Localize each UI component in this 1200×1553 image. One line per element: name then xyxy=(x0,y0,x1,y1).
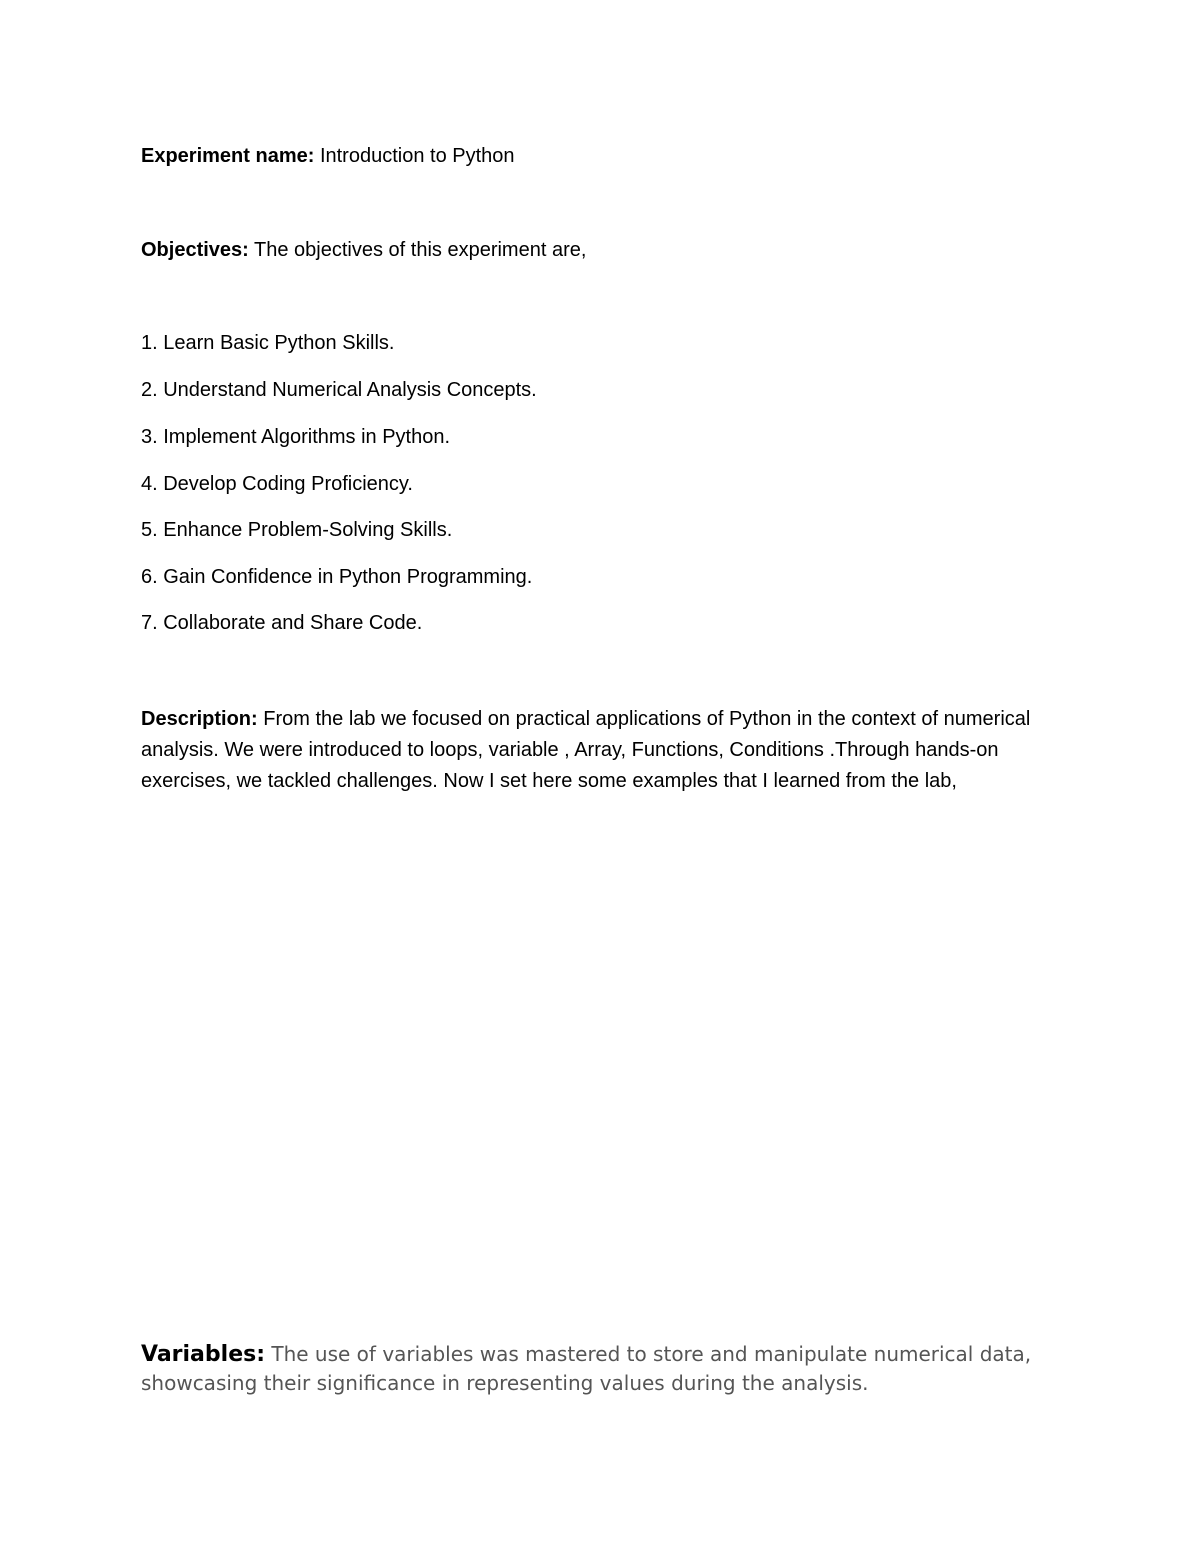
variables-label: Variables: xyxy=(141,1342,266,1367)
objective-item: 4. Develop Coding Proficiency. xyxy=(141,473,413,495)
objective-item: 7. Collaborate and Share Code. xyxy=(141,612,423,634)
description-paragraph xyxy=(141,704,1056,797)
variables-paragraph xyxy=(141,1340,1056,1397)
objectives-label: Objectives: xyxy=(141,239,249,261)
objective-item: 6. Gain Confidence in Python Programming. xyxy=(141,566,533,588)
objective-item: 3. Implement Algorithms in Python. xyxy=(141,426,451,448)
objective-item: 2. Understand Numerical Analysis Concepts. xyxy=(141,379,537,401)
experiment-name-line xyxy=(141,144,515,168)
variables-text: The use of variables was mastered to store and manipulate numerical data, showcasing their significance in representing values during the analysis. xyxy=(141,1342,1032,1395)
experiment-name-value: Introduction to Python xyxy=(314,145,515,167)
objectives-intro: The objectives of this experiment are, xyxy=(248,239,587,261)
objective-item: 1. Learn Basic Python Skills. xyxy=(141,332,395,354)
objective-item: 5. Enhance Problem-Solving Skills. xyxy=(141,519,453,541)
objectives-line xyxy=(141,238,586,262)
experiment-name-label: Experiment name: xyxy=(141,145,315,167)
description-label: Description: xyxy=(141,708,258,730)
description-text: From the lab we focused on practical applications of Python in the context of numerical analysis. We were introduced to loops, variable , Array, Functions, Conditions .Through hands-on exercises, we tackled challenges. Now I set here some examples that I learned from the lab, xyxy=(141,708,1031,792)
